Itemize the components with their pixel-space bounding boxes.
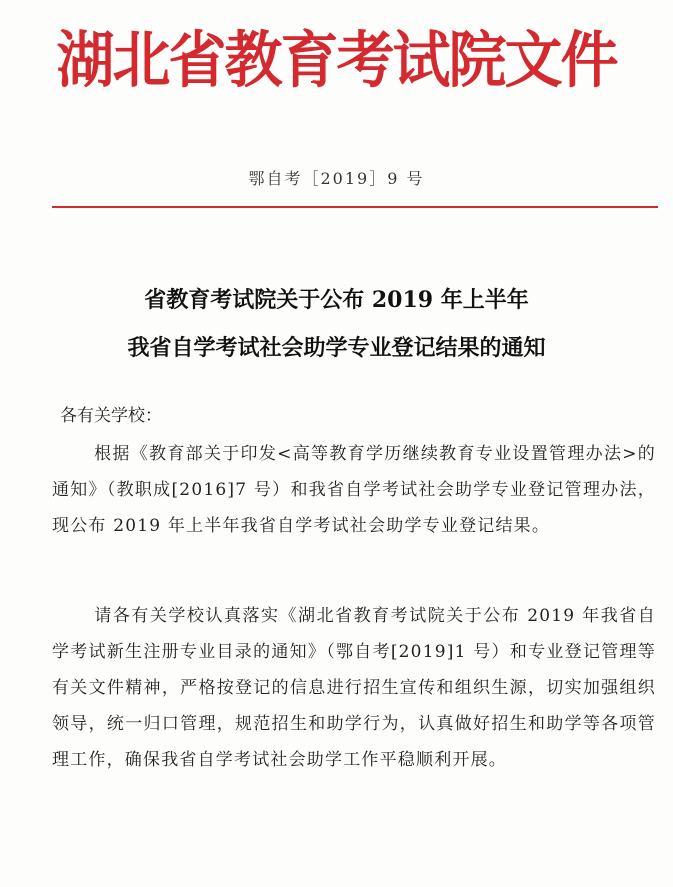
salutation: 各有关学校： xyxy=(60,406,162,426)
paragraph-1 xyxy=(52,436,656,544)
notice-title-line2: 我省自学考试社会助学专业登记结果的通知 xyxy=(127,335,546,361)
document-header-title: 湖北省教育考试院文件 xyxy=(56,24,617,96)
notice-title-line1: 省教育考试院关于公布 2019 年上半年 xyxy=(144,287,529,313)
paragraph-1-text: 根据《教育部关于印发<高等教育学历继续教育专业设置管理办法>的通知》（教职成[2016]7 号）和我省自学考试社会助学专业登记管理办法，现公布 2019 年上半年我省自学考试社会助学专业登记结果。 xyxy=(52,444,656,536)
header-divider xyxy=(52,206,658,208)
paragraph-2 xyxy=(52,598,656,778)
paragraph-2-text: 请各有关学校认真落实《湖北省教育考试院关于公布 2019 年我省自学考试新生注册专业目录的通知》（鄂自考[2019]1 号）和专业登记管理等有关文件精神，严格按登记的信息进行招生宣传和组织生源，切实加强组织领导，统一归口管理，规范招生和助学行为，认真做好招生和助学等各项管理工作，确保我省自学考试社会助学工作平稳顺利开展。 xyxy=(52,606,656,770)
document-number: 鄂自考［2019］9 号 xyxy=(248,169,425,188)
